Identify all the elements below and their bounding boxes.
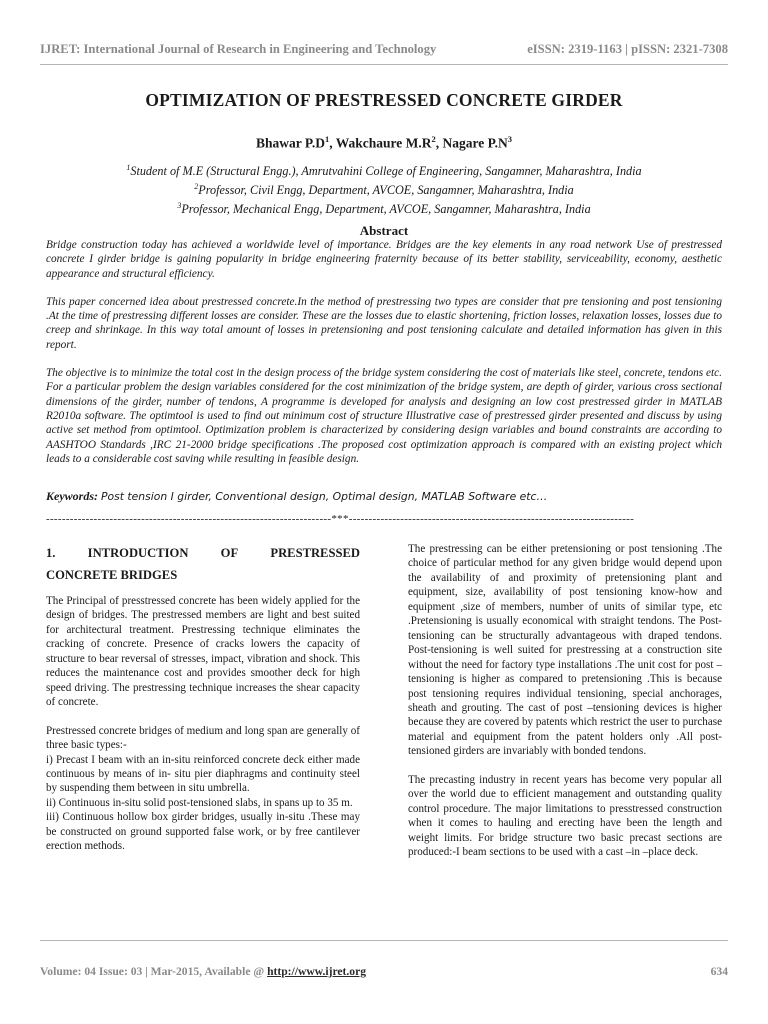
affiliation-text: Student of M.E (Structural Engg.), Amrutvahini College of Engineering, Sangamner, Maharashtra, India [130,164,642,179]
keywords-line [46,489,722,504]
footer-rule [40,940,728,941]
author-sup: 1 [325,134,330,144]
section-heading-line2: CONCRETE BRIDGES [46,568,178,582]
affiliation [40,179,728,198]
author-name: Wakchaure M.R [335,135,432,151]
keywords-text: Post tension I girder, Conventional design, Optimal design, MATLAB Software etc… [101,490,548,503]
section-word: INTRODUCTION [87,546,189,560]
journal-link[interactable]: http://www.ijret.org [267,965,367,978]
affiliation [40,160,728,179]
right-column [408,542,722,874]
header-rule [40,64,728,65]
author-name: Nagare P.N [442,135,508,151]
author-sep: , [329,135,336,151]
section-word: OF [220,546,239,560]
footer-volume [40,965,366,978]
affiliation-sup: 3 [177,201,182,211]
journal-name: IJRET: International Journal of Research in Engineering and Technology [40,42,437,56]
running-header [40,42,728,57]
affiliation-text: Professor, Mechanical Engg, Department, AVCOE, Sangamner, Maharashtra, India [181,202,591,217]
body-paragraph: The precasting industry in recent years has become very popular all over the world due to efficient management and outstanding quality control procedure. The major limitations to presstressed construction when it comes to hauling and erecting have been the length and weight limits. For bridge structure two basic precast sections are produced:-I beam sections to be used with a cast –in –place deck. [408,773,722,859]
abstract-paragraph: The objective is to minimize the total cost in the design process of the bridge system considering the cost of materials like steel, concrete, tendons etc. For a particular problem the design variables considered for the cost minimization of the bridge system, are depth of girder, various cross sectional dimensions of the girder, number of tendons, A programme is developed for analysis and designing an low cost prestressed girder in MATLAB R2010a software. The optimtool is used to find out minimum cost of structure Illustrative case of prestressed girder presented and discuss by using active set method from optimtool. Optimization problem is characterized by considering design variables and bound constraints are according to AASHTOO Standards ,IRC 21-2000 bridge specifications .The proposed cost optimization approach is compared with an existing project which leads to a considerable cost saving while resulting in feasible design. [46,367,722,465]
author-sup: 2 [431,134,436,144]
section-separator: ------------------------------------------------------------------------***------------------------------------------------------------------------ [46,513,635,525]
running-footer [40,965,728,978]
left-column [46,542,360,868]
body-paragraph: The Principal of presstressed concrete has been widely applied for the design of bridges. The prestressed members are light and best suited for architectural treatment. Prestressing technique eliminates the cracking of concrete. Presence of cracks lowers the capacity of structure to bear reversal of stresses, impact, vibration and shock. This reduces the maintenance cost and provides smoother deck for high speed driving. The prestressing technique increases the shear capacity of concrete. [46,595,360,709]
abstract-body [46,238,722,480]
keywords-label: Keywords: [46,489,98,503]
affiliation-sup: 2 [194,182,199,192]
section-word: PRESTRESSED [270,546,360,560]
affiliation [40,198,728,217]
abstract-paragraph: Bridge construction today has achieved a worldwide level of importance. Bridges are the key elements in any road network Use of prestressed concrete I girder bridge is gaining popularity in bridge engineering fraternity because of its better stability, serviceability, economy, aesthetic appearance and structural efficiency. [46,239,722,280]
affiliations [40,160,728,217]
issn-text: eISSN: 2319-1163 | pISSN: 2321-7308 [527,42,728,56]
abstract-paragraph: This paper concerned idea about prestressed concrete.In the method of prestressing two types are consider that pre tensioning and post tensioning .At the time of prestressing different losses are consider. These are the losses due to elastic shortening, friction losses, relaxation losses, losses due to creep and shrinkage. In this way total amount of losses in pretensioning and post tensioning calculate and detailed information has given in this report. [46,295,722,351]
volume-text: Volume: 04 Issue: 03 | Mar-2015, Available @ [40,965,268,978]
author-list [40,134,728,152]
body-paragraph: The prestressing can be either pretensioning or post tensioning .The choice of particular method for any given bridge would depend upon the availability of and proximity of pretensioning plant and equipment, size, availability of post tensioning know-how and equipment ,size of members, number of units of similar type, etc .Pretensioning is usually economical with straight tendons. The Post-tensioning can be structurally advantageous with draped tendons. Post-tensioning is well suited for prestressing at a construction site without the need for factory type installations .The unit cost for post –tensioning is higher as compared to pretensioning .This is because post tensioning requires individual tensioning, special anchorages, sheath and grouting. The cast of post –tensioning devices is higher because they are covered by patents which restrict the user to purchase material and equipment from the patent holders only .All post-tensioned girders are invariably with bonded tendons. [408,543,722,758]
author-sep: , [435,135,443,151]
page-number: 634 [710,965,728,978]
affiliation-sup: 1 [126,163,131,172]
abstract-heading: Abstract [359,223,409,238]
section-number: 1. [46,546,56,560]
body-paragraph: Prestressed concrete bridges of medium and long span are generally of three basic types:- i) Precast I beam with an in-situ reinforced concrete deck either made continuous by means of in- situ pier diaphragms and continuity steel by suspending them between in situ umbrella. ii) Continuous in-situ solid post-tensioned slabs, in spans up to 35 m. iii) Continuous hollow box girder bridges, usually in-situ .These may be constructed on ground supported false work, or by free cantilever erection methods. [46,724,360,853]
author-name: Bhawar P.D [255,135,325,151]
author-sup: 3 [507,134,513,144]
section-heading [46,542,360,586]
affiliation-text: Professor, Civil Engg, Department, AVCOE, Sangamner, Maharashtra, India [198,183,574,198]
paper-title: OPTIMIZATION OF PRESTRESSED CONCRETE GIRDER [145,90,623,110]
